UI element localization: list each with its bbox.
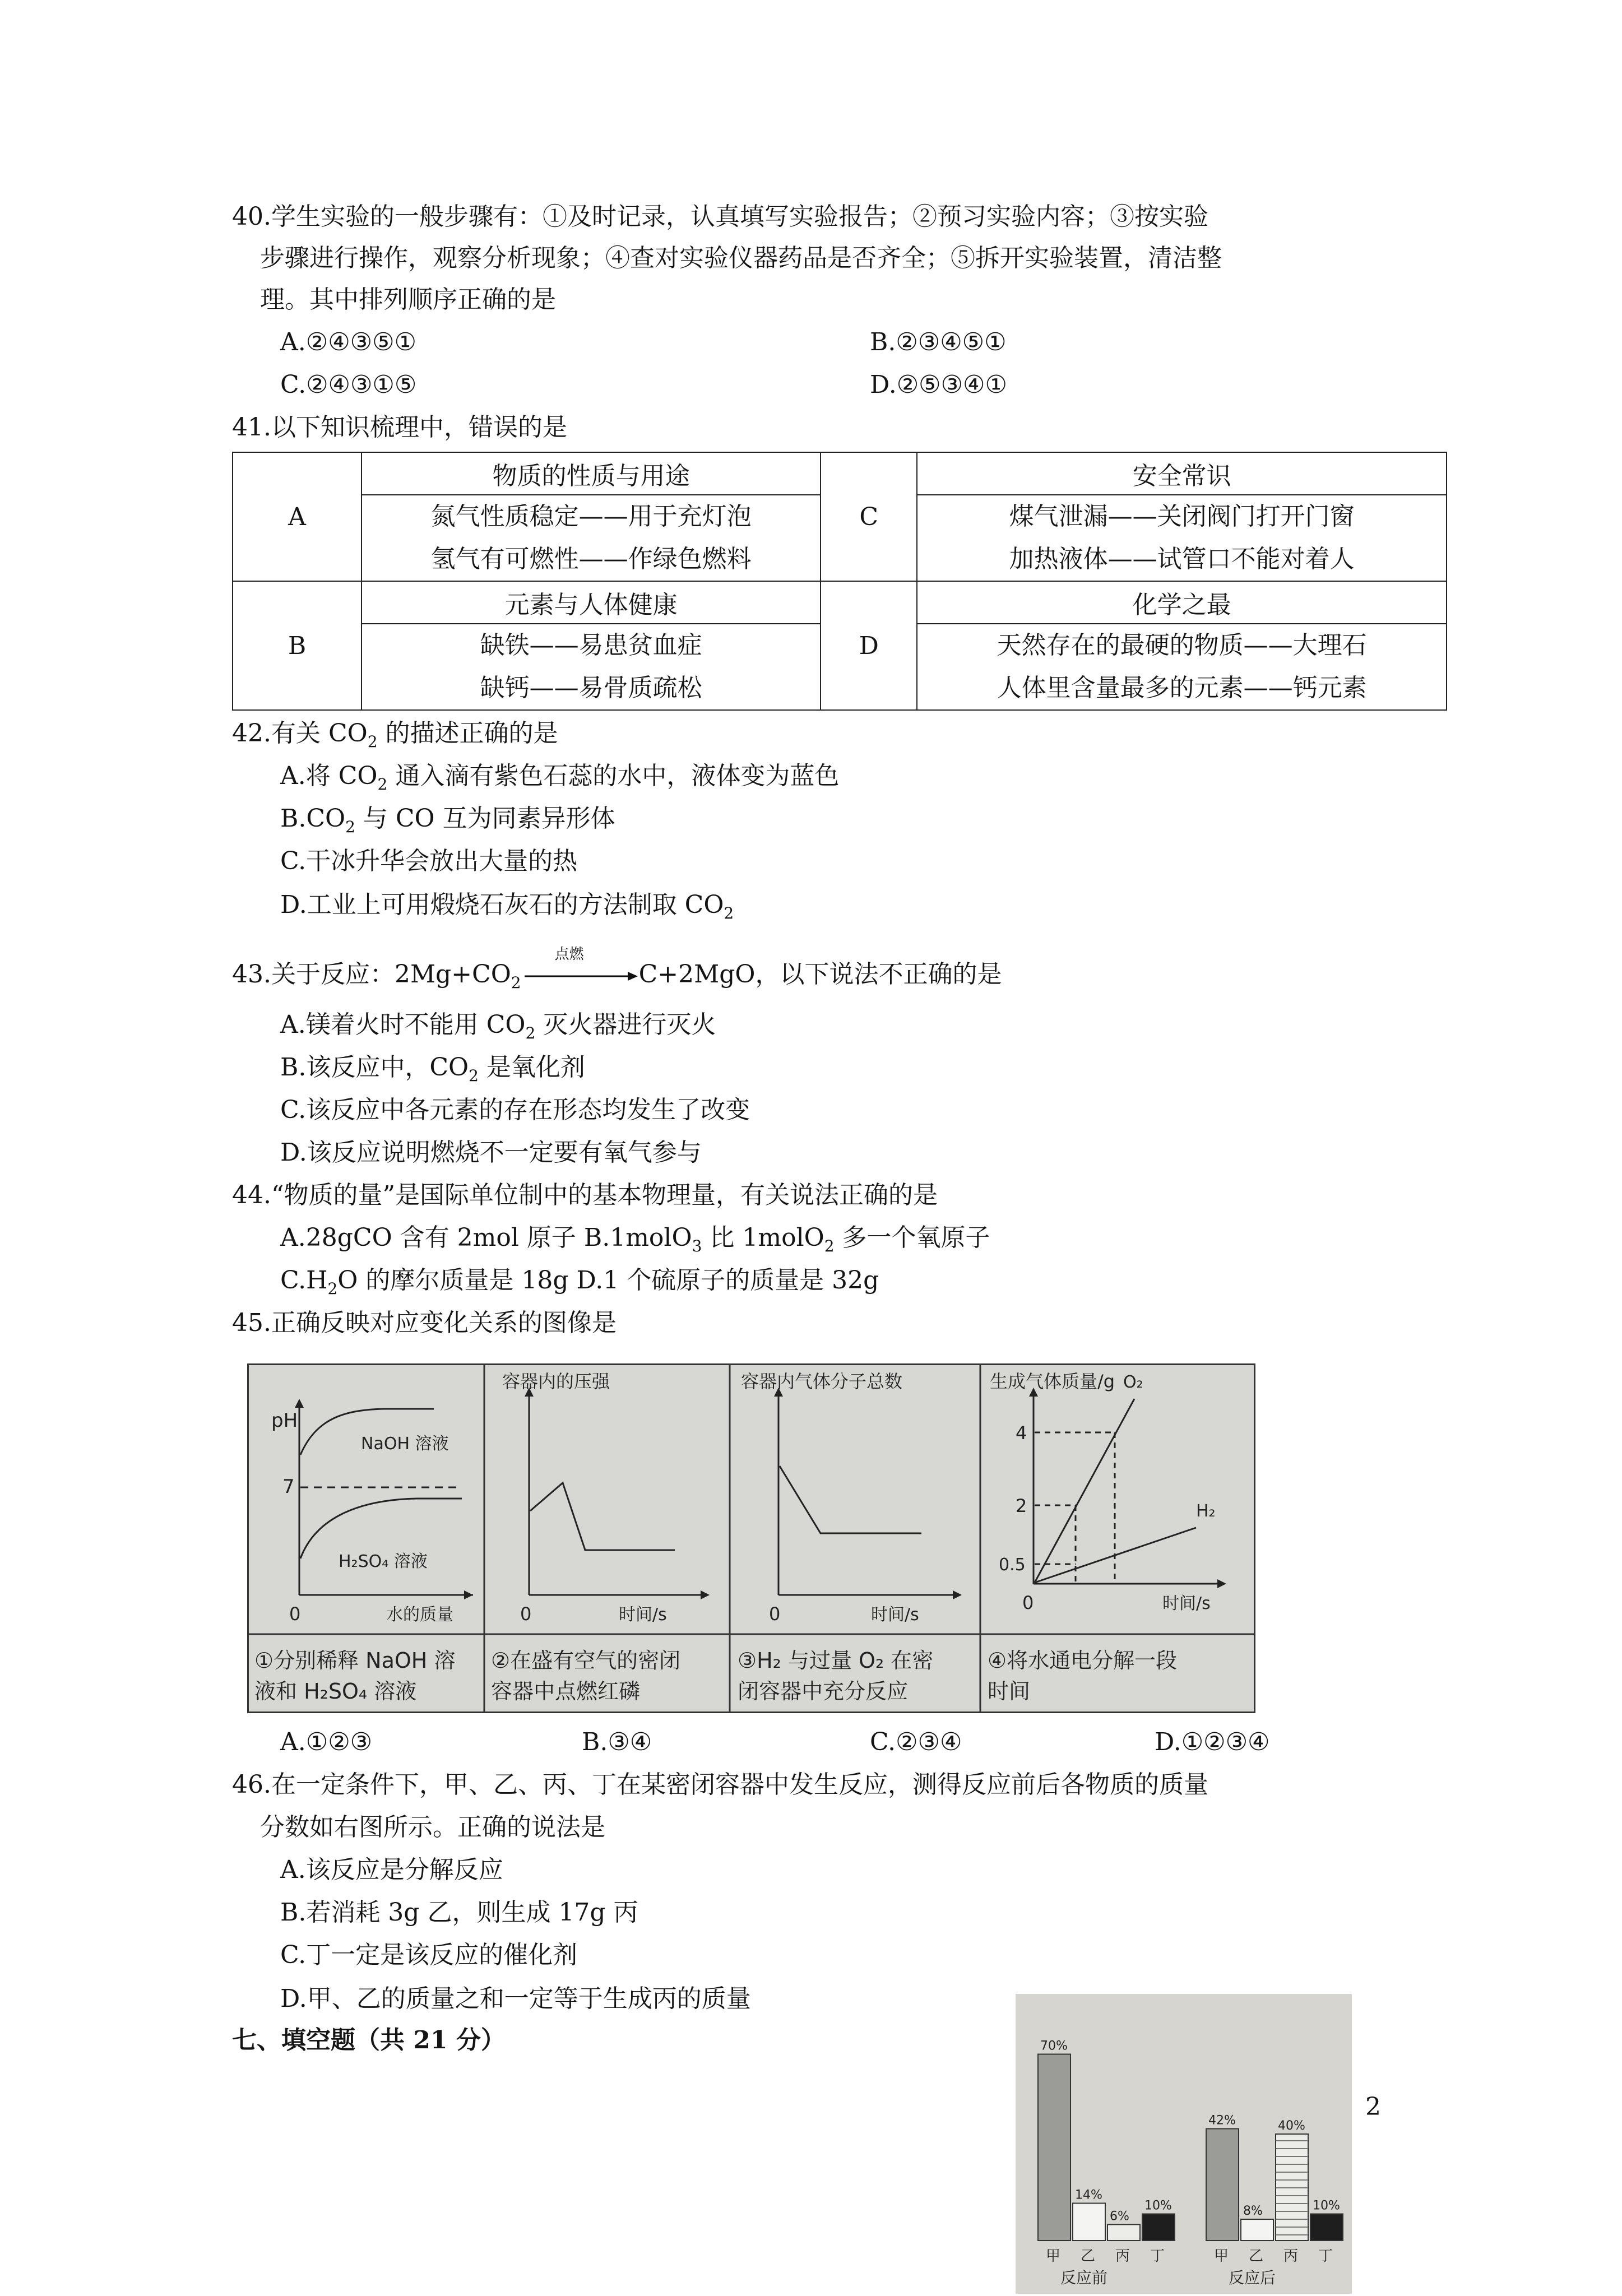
graph-1-naoh-label: NaOH 溶液 xyxy=(361,1434,449,1454)
mass-fraction-chart xyxy=(1016,1994,1352,2294)
table-c-line2: 加热液体——试管口不能对着人 xyxy=(1009,545,1355,573)
table-b-line2: 缺钙——易骨质疏松 xyxy=(480,674,702,702)
q40-option-a: A.②④③⑤① xyxy=(280,328,416,356)
category-label-1-0: 甲 xyxy=(1214,2248,1229,2265)
category-label-0-0: 甲 xyxy=(1046,2248,1061,2265)
q40-option-b: B.②③④⑤① xyxy=(870,328,1007,356)
graph-2-pressure xyxy=(491,1371,710,1704)
category-label-0-2: 丙 xyxy=(1115,2248,1130,2265)
category-label-1-1: 乙 xyxy=(1249,2248,1264,2265)
graph-3-caption2: 闭容器中充分反应 xyxy=(738,1679,909,1704)
q43-option-b: B.该反应中，$CO_2$ 是氧化剂 xyxy=(280,1053,585,1085)
q45-graph-strip xyxy=(247,1363,1255,1713)
graph-3-molecules xyxy=(738,1371,962,1704)
q44-stem: 44.“物质的量”是国际单位制中的基本物理量，有关说法正确的是 xyxy=(232,1181,938,1209)
graph-4-tick-2: 2 xyxy=(1016,1495,1027,1516)
graph-1-ph-dilution xyxy=(254,1399,473,1704)
graph-1-caption2: 液和 H₂SO₄ 溶液 xyxy=(254,1679,417,1704)
q45-option-c: C.②③④ xyxy=(870,1728,962,1756)
graph-4-tick-4: 4 xyxy=(1016,1422,1027,1444)
q45-option-a: A.①②③ xyxy=(280,1728,373,1756)
table-c-line1: 煤气泄漏——关闭阀门打开门窗 xyxy=(1009,502,1355,531)
graph-4-h2-label: H₂ xyxy=(1196,1501,1216,1521)
table-cell-c xyxy=(917,495,1447,581)
graph-2-xlabel: 时间/s xyxy=(619,1605,667,1625)
bar-label-0-3: 10% xyxy=(1144,2198,1172,2213)
q43-option-c: C.该反应中各元素的存在形态均发生了改变 xyxy=(280,1096,750,1124)
bar-0-3 xyxy=(1142,2214,1175,2241)
q45-stem: 45.正确反映对应变化关系的图像是 xyxy=(232,1309,617,1337)
table-b-line1: 缺铁——易患贫血症 xyxy=(480,631,702,660)
q42-option-d: D.工业上可用煅烧石灰石的方法制取 $CO_2$ xyxy=(280,890,734,922)
graph-1-origin: 0 xyxy=(289,1603,301,1625)
table-header-b: 元素与人体健康 xyxy=(362,581,821,624)
table-a-line1: 氮气性质稳定——用于充灯泡 xyxy=(430,502,752,531)
bar-label-1-2: 40% xyxy=(1278,2119,1305,2133)
q46-option-a: A.该反应是分解反应 xyxy=(280,1856,503,1884)
category-label-1-2: 丙 xyxy=(1283,2248,1299,2265)
q42-option-c: C.干冰升华会放出大量的热 xyxy=(280,847,578,875)
q46-line2: 分数如右图所示。正确的说法是 xyxy=(260,1813,605,1842)
reaction-condition: 点燃 xyxy=(554,945,584,963)
category-label-0-3: 丁 xyxy=(1150,2248,1165,2265)
graph-3-xlabel: 时间/s xyxy=(871,1605,919,1625)
graph-4-electrolysis xyxy=(988,1371,1226,1704)
group-label-1: 反应后 xyxy=(1229,2269,1276,2287)
knowledge-table xyxy=(232,452,1447,711)
graph-2-caption1: ②在盛有空气的密闭 xyxy=(491,1648,681,1673)
q40-line1: 40.学生实验的一般步骤有：①及时记录，认真填写实验报告；②预习实验内容；③按实验 xyxy=(232,202,1208,231)
graph-3-ylabel: 容器内气体分子总数 xyxy=(741,1371,903,1392)
graph-4-origin: 0 xyxy=(1022,1592,1034,1613)
q40-option-d: D.②⑤③④① xyxy=(870,370,1007,399)
table-header-c: 安全常识 xyxy=(917,452,1447,495)
graph-4-xlabel: 时间/s xyxy=(1162,1594,1211,1613)
graph-1-tick-7: 7 xyxy=(282,1476,295,1498)
table-label-d: D xyxy=(821,581,917,710)
page-number: 2 xyxy=(1365,2093,1381,2121)
graph-1-h2so4-label: H₂SO₄ 溶液 xyxy=(339,1552,428,1571)
q40-option-c: C.②④③①⑤ xyxy=(280,370,417,399)
q46-option-d: D.甲、乙的质量之和一定等于生成丙的质量 xyxy=(280,1984,751,2013)
graph-4-caption2: 时间 xyxy=(988,1679,1031,1704)
bar-0-2 xyxy=(1107,2225,1140,2241)
table-cell-a xyxy=(362,495,821,581)
q43-stem: 43.关于反应：$2Mg+CO_2$ 点燃 C+2MgO，以下说法不正确的是 xyxy=(232,945,1002,992)
q43-option-a: A.镁着火时不能用 $CO_2$ 灭火器进行灭火 xyxy=(280,1010,716,1042)
category-label-1-3: 丁 xyxy=(1318,2248,1333,2265)
category-label-0-1: 乙 xyxy=(1081,2248,1096,2265)
bar-label-1-3: 10% xyxy=(1313,2198,1340,2213)
q44-options-cd: $C.H_2O$ 的摩尔质量是 18g D.1 个硫原子的质量是 32g xyxy=(280,1266,879,1298)
q45-option-d: D.①②③④ xyxy=(1155,1728,1270,1756)
q46-line1: 46.在一定条件下，甲、乙、丙、丁在某密闭容器中发生反应，测得反应前后各物质的质量 xyxy=(232,1770,1208,1799)
graph-1-ylabel: pH xyxy=(271,1409,298,1432)
bar-1-1 xyxy=(1241,2219,1273,2241)
q41-stem: 41.以下知识梳理中，错误的是 xyxy=(232,413,567,442)
bar-label-0-2: 6% xyxy=(1110,2209,1129,2224)
q42-option-b: $B.CO_2$ 与 CO 互为同素异形体 xyxy=(280,804,615,836)
table-header-d: 化学之最 xyxy=(917,581,1447,624)
bar-1-0 xyxy=(1206,2129,1239,2241)
table-label-c: C xyxy=(821,452,917,581)
bar-label-0-1: 14% xyxy=(1075,2188,1102,2202)
reaction-arrow xyxy=(521,945,639,987)
q40-line3: 理。其中排列顺序正确的是 xyxy=(260,285,556,314)
table-d-line1: 天然存在的最硬的物质——大理石 xyxy=(997,631,1367,660)
q40-line2: 步骤进行操作，观察分析现象；④查对实验仪器药品是否齐全；⑤拆开实验装置，清洁整 xyxy=(260,244,1222,272)
table-cell-d xyxy=(917,624,1447,710)
bar-1-3 xyxy=(1310,2214,1343,2241)
q46-option-c: C.丁一定是该反应的催化剂 xyxy=(280,1941,578,1969)
graph-1-caption1: ①分别稀释 NaOH 溶 xyxy=(254,1648,456,1673)
graph-2-caption2: 容器中点燃红磷 xyxy=(491,1679,641,1704)
graph-2-ylabel: 容器内的压强 xyxy=(502,1371,610,1392)
bar-label-0-0: 70% xyxy=(1040,2039,1068,2053)
table-d-line2: 人体里含量最多的元素——钙元素 xyxy=(997,674,1367,702)
q44-options-ab: A.28gCO 含有 2mol 原子 B.1molO$_3$ 比 1molO$_2$ 多一个氧原子 xyxy=(280,1223,990,1255)
table-cell-b xyxy=(362,624,821,710)
graph-1-xlabel: 水的质量 xyxy=(386,1605,453,1625)
section-7-heading: 七、填空题（共 21 分） xyxy=(232,2026,506,2054)
table-label-b: B xyxy=(233,581,362,710)
graph-4-tick-05: 0.5 xyxy=(999,1555,1026,1575)
table-label-a: A xyxy=(233,452,362,581)
q45-option-b: B.③④ xyxy=(582,1728,652,1756)
table-header-a: 物质的性质与用途 xyxy=(362,452,821,495)
graph-4-o2-label: O₂ xyxy=(1123,1372,1143,1392)
graph-4-ylabel: 生成气体质量/g xyxy=(990,1371,1115,1392)
graph-2-origin: 0 xyxy=(520,1603,532,1625)
bar-label-1-1: 8% xyxy=(1243,2204,1263,2218)
graph-3-origin: 0 xyxy=(769,1603,781,1625)
group-label-0: 反应前 xyxy=(1060,2269,1108,2287)
mass-fraction-bars xyxy=(1016,1994,1352,2294)
bar-0-1 xyxy=(1073,2204,1105,2241)
graph-3-caption1: ③H₂ 与过量 O₂ 在密 xyxy=(738,1648,934,1673)
bar-label-1-0: 42% xyxy=(1208,2113,1236,2128)
graph-4-caption1: ④将水通电分解一段 xyxy=(988,1648,1178,1673)
table-a-line2: 氢气有可燃性——作绿色燃料 xyxy=(430,545,752,573)
q45-graphs xyxy=(249,1365,1254,1711)
bar-0-0 xyxy=(1038,2054,1070,2241)
q43-option-d: D.该反应说明燃烧不一定要有氧气参与 xyxy=(280,1138,702,1167)
q46-option-b: B.若消耗 3g 乙，则生成 17g 丙 xyxy=(280,1898,638,1927)
q42-option-a: A.将 $CO_2$ 通入滴有紫色石蕊的水中，液体变为蓝色 xyxy=(280,762,840,794)
q42-stem: 42.有关 $CO_2$ 的描述正确的是 xyxy=(232,719,558,751)
